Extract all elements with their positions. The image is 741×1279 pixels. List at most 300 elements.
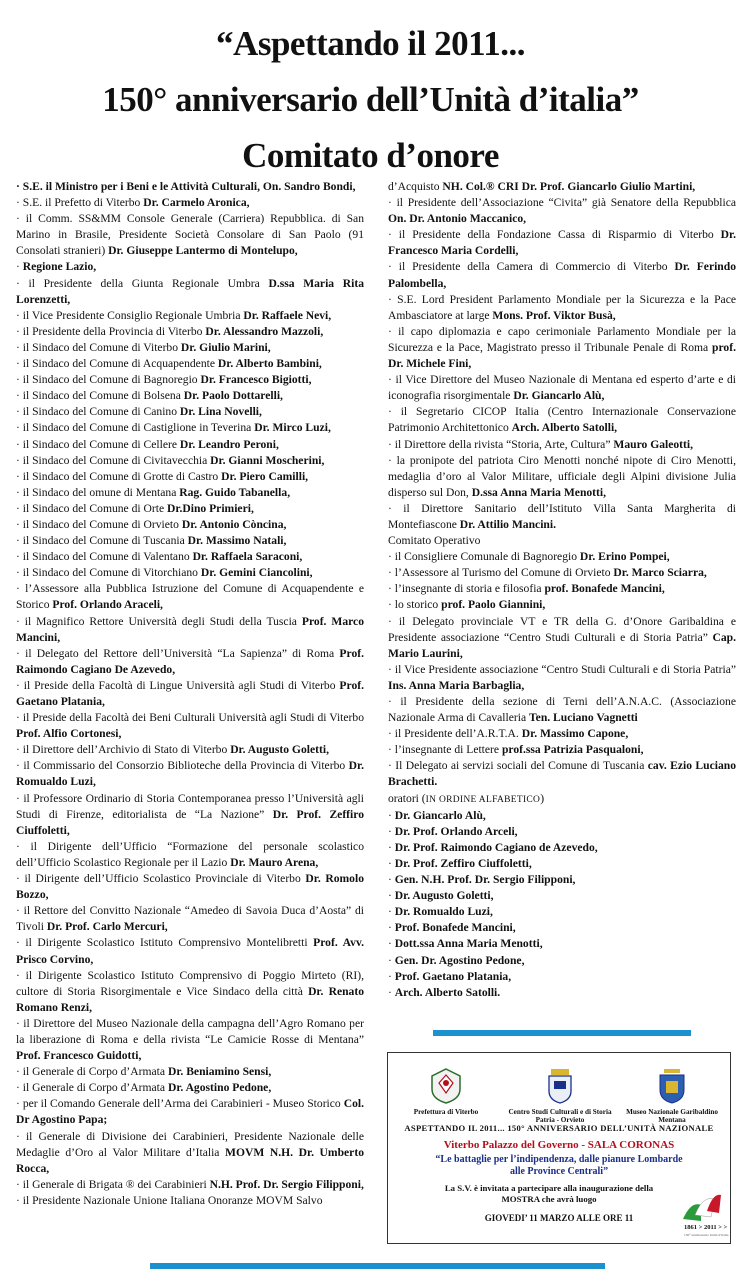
entry-role: · [16, 260, 23, 274]
entry-role: · [388, 921, 395, 935]
entry-punctuation: , [160, 598, 163, 612]
entry-role: · il Preside della Facoltà dei Beni Culturali Università agli Studi di Viterbo [16, 711, 364, 725]
entry-name: N.H. Prof. Dr. Sergio Filipponi [209, 1177, 361, 1191]
logo-prefettura [391, 1067, 501, 1116]
committee-entry [388, 888, 736, 904]
committee-entry [16, 758, 364, 790]
entry-punctuation: , [90, 952, 94, 966]
committee-entry [388, 969, 736, 985]
entry-punctuation: , [321, 453, 325, 467]
entry-name: Dr. Giulio Marini [180, 340, 268, 354]
committee-entry [388, 824, 736, 840]
committee-entry [16, 1096, 364, 1128]
entry-role: · il Sindaco del omune di Mentana [16, 485, 180, 499]
entry-punctuation: , [612, 308, 616, 322]
entry-name: D.ssa Anna Maria Menotti [471, 485, 604, 499]
committee-entry [16, 179, 364, 195]
entry-punctuation: , [614, 421, 618, 435]
entry-name: Dr. Mauro Arena [230, 855, 316, 869]
entry-punctuation: , [523, 212, 527, 226]
committee-entry [388, 872, 736, 888]
entry-name: Dr. Marco Sciarra [613, 566, 704, 580]
entry-name: Prof. Marco Mancini [16, 614, 364, 644]
entry-role: · il Sindaco del Comune di Tuscania [16, 534, 188, 548]
entry-name: D.ssa Maria Rita Lorenzetti [16, 276, 365, 306]
entry-role: · il Sindaco del Comune di Bagnoregio [16, 373, 201, 387]
committee-entry [16, 871, 364, 903]
committee-entry [388, 565, 736, 581]
right-column [388, 179, 736, 1001]
entry-name: Dott.ssa Anna Maria Menotti [394, 937, 540, 951]
entry-punctuation: , [46, 1161, 50, 1175]
entry-role: d’Acquisto [388, 180, 443, 193]
entry-role: · il Direttore dell’Archivio di Stato di Viterbo [16, 743, 231, 757]
committee-entry [388, 920, 736, 936]
entry-role: · il Presidente della Fondazione Cassa di Risparmio di Viterbo [388, 228, 721, 242]
entry-punctuation: , [603, 485, 607, 499]
entry-note: IN ORDINE ALFABETICO [425, 794, 541, 805]
entry-name: Dr. Giancarlo Alù [394, 808, 483, 822]
entry-role: · il Sindaco del Comune di Cellere [16, 437, 180, 451]
committee-entry [388, 726, 736, 742]
committee-entry [16, 388, 364, 404]
entry-punctuation: , [572, 873, 576, 887]
logo-1-label: Prefettura di Viterbo [413, 1108, 479, 1116]
entry-name: Dr. Renato Romano Renzi [16, 984, 365, 1014]
entry-name: Dr. Francesco Maria Cordelli [388, 228, 736, 258]
entry-name: Dr. Leandro Peroni [179, 437, 276, 451]
committee-entry [16, 324, 364, 340]
entry-role: · il Sindaco del Comune di Civitavecchia [16, 453, 211, 467]
entry-role: · il Generale di Divisione dei Carabinieri, Presidente Nazionale delle Medaglie d’Oro al Valor Militare d’Italia [16, 1129, 364, 1159]
entry-role: · l’Assessore al Turismo del Comune di Orvieto [388, 566, 614, 580]
crest-icon [546, 1067, 574, 1105]
entry-name: Dr. Agostino Pedone [167, 1081, 269, 1095]
entry-name: Dr. Alberto Bambini [217, 357, 319, 371]
entry-name: Ins. Anna Maria Barbaglia [388, 678, 522, 692]
committee-entry [388, 549, 736, 565]
committee-entry [388, 694, 736, 726]
invitation-card [387, 1052, 731, 1244]
entry-role: · il Sindaco del Comune di Grotte di Castro [16, 469, 222, 483]
entry-role: · il Dirigente Scolastico Istituto Comprensivo Montelibretti [16, 936, 314, 950]
entry-role: · [388, 873, 395, 887]
committee-entry [16, 1080, 364, 1096]
entry-punctuation: , [275, 437, 279, 451]
entry-role: · la pronipote del patriota Ciro Menotti nonché nipote di Ciro Menotti, medaglia d’oro al Valor Militare, ufficiale degli Alpini divisione Julia disperso sul Don, [388, 453, 736, 499]
entry-role: · il Presidente della sezione di Terni dell’A.N.A.C. (Associazione Nazionale Arma di Cavalleria [388, 695, 736, 725]
committee-entry [388, 179, 736, 195]
entry-punctuation: , [594, 840, 598, 854]
committee-entry [16, 501, 364, 517]
entry-name: Dr. Attilio Mancini [459, 517, 554, 531]
entry-role: · il Sindaco del Comune di Canino [16, 405, 180, 419]
entry-punctuation: , [514, 824, 518, 838]
entry-punctuation: , [490, 905, 493, 919]
entry-punctuation: , [294, 244, 298, 258]
committee-entry [16, 485, 364, 501]
committee-entry [16, 742, 364, 758]
committee-entry [16, 356, 364, 372]
entry-name: Dr. Giancarlo Alù [513, 389, 602, 403]
entry-name: Dr. Massimo Natali [187, 534, 284, 548]
committee-entry [388, 453, 736, 501]
entry-role: · il Sindaco del Comune di Castiglione in Teverina [16, 421, 255, 435]
entry-role: · [388, 953, 395, 967]
committee-entry [16, 968, 364, 1016]
entry-punctuation: . [553, 517, 556, 531]
entry-name: MOVM N.H. Dr. Umberto Rocca [16, 1145, 364, 1175]
entry-punctuation: , [360, 1177, 364, 1191]
entry-punctuation: , [283, 534, 287, 548]
entry-punctuation: , [703, 566, 707, 580]
committee-entry [388, 904, 736, 920]
entry-role: · il Dirigente dell’Ufficio Scolastico Provinciale di Viterbo [16, 872, 306, 886]
committee-entry [16, 678, 364, 710]
entry-punctuation: , [308, 373, 312, 387]
entry-role: · il Generale di Brigata ® dei Carabinieri [16, 1177, 210, 1191]
entry-name: Prof. Bonafede Mancini [394, 921, 513, 935]
entry-role: · il Vice Presidente Consiglio Regionale Umbria [16, 308, 244, 322]
entry-role: · [388, 889, 395, 903]
entry-punctuation: , [327, 421, 331, 435]
entry-punctuation: , [692, 180, 696, 193]
entry-name: Dr. Carmelo Aronica [143, 196, 247, 210]
entry-role: · l’Assessore alla Pubblica Istruzione del Comune di Acquapendente e Storico [16, 582, 364, 612]
entry-name: Ten. Luciano Vagnetti [529, 711, 638, 725]
entry-name: Dr. Gemini Ciancolini [200, 566, 310, 580]
committee-entry [16, 791, 364, 839]
entry-punctuation: , [352, 180, 356, 193]
committee-entry [388, 840, 736, 856]
entry-punctuation: , [326, 743, 329, 757]
entry-role: · il Direttore del Museo Nazionale della campagna dell’Agro Romano per la liberazione di Roma e della rivista “Le Camicie Rosse di Mentana” [16, 1016, 364, 1046]
entry-punctuation: . [434, 775, 438, 789]
committee-entry [16, 1129, 364, 1177]
entry-name: Dr. Prof. Orlando Arceli [394, 824, 515, 838]
entry-punctuation: , [309, 566, 313, 580]
entry-name: Dr.Dino Primieri [167, 501, 251, 515]
entry-name: prof. Bonafede Mancini [544, 582, 662, 596]
entry-name: Dr. Giuseppe Lantermo di Montelupo [108, 244, 295, 258]
entry-role: · il Comm. SS&MM Console Generale (Carriera) Repubblica. di San Marino in Brasile, Presidente Società Consolare di San Paolo (91 Consolati stranieri) [16, 212, 364, 258]
entry-punctuation: , [89, 1000, 93, 1014]
entry-name: Mons. Prof. Viktor Busà [492, 308, 613, 322]
entry-role: · il Sindaco del Comune di Valentano [16, 550, 193, 564]
entry-punctuation: , [305, 469, 309, 483]
entry-role: · [388, 824, 395, 838]
entry-punctuation: , [93, 260, 97, 274]
committee-entry [16, 195, 364, 211]
entry-role: · il Delegato del Rettore dell’Università “La Sapienza” di Roma [16, 646, 340, 660]
entry-role: · [388, 808, 395, 822]
committee-entry [388, 227, 736, 259]
committee-entry [388, 791, 736, 808]
entry-role: · S.E. il Ministro per i Beni e le Attività Culturali, [16, 180, 263, 193]
entry-name: On. Dr. Antonio Maccanico [388, 212, 524, 226]
entry-role: · il Sindaco del Comune di Bolsena [16, 389, 184, 403]
invitation-heading: ASPETTANDO IL 2011... 150° ANNIVERSARIO DELL’UNITÀ NAZIONALE [404, 1123, 714, 1133]
committee-entry [388, 742, 736, 758]
entry-name: Dr. Lina Novelli [179, 405, 260, 419]
decorative-rule-bottom [150, 1263, 605, 1269]
committee-entry [16, 517, 364, 533]
emblem-icon [429, 1067, 463, 1105]
entry-role: · [388, 969, 395, 983]
committee-entry [16, 469, 364, 485]
entry-punctuation: , [259, 405, 262, 419]
entry-name: Dr. Romualdo Luzi [16, 759, 364, 789]
committee-entry [16, 565, 364, 581]
entry-role: · S.E. Lord President Parlamento Mondiale per la Sicurezza e la Pace Ambasciatore at large [388, 292, 736, 322]
committee-entry [16, 533, 364, 549]
left-column [16, 179, 364, 1209]
entry-role: · il Sindaco del Comune di Vitorchiano [16, 566, 201, 580]
entry-punctuation: , [268, 1065, 272, 1079]
entry-punctuation: , [528, 856, 532, 870]
committee-entry [388, 936, 736, 952]
entry-name: Mauro Galeotti [613, 437, 691, 451]
entry-name: Gen. N.H. Prof. Dr. Sergio Filipponi [394, 873, 573, 887]
entry-role: · l’insegnante di storia e filosofia [388, 582, 545, 596]
entry-punctuation: , [57, 630, 61, 644]
entry-role: · il Presidente dell’Associazione “Civita” già Senatore della Repubblica [388, 196, 736, 210]
logo-museo-garibaldino [617, 1067, 727, 1125]
committee-entry [16, 710, 364, 742]
page-title-line-3: Comitato d’onore [242, 136, 499, 175]
committee-entry [16, 276, 364, 308]
committee-entry [16, 1016, 364, 1064]
entry-punctuation: , [299, 550, 303, 564]
entry-name: Dr. Romualdo Luzi [394, 905, 491, 919]
entry-punctuation: , [515, 244, 519, 258]
entry-role: · il Generale di Corpo d’Armata [16, 1081, 168, 1095]
committee-entry [388, 292, 736, 324]
committee-entry [388, 533, 736, 549]
entry-role: · il Dirigente Scolastico Istituto Comprensivo di Poggio Mirteto (RI), cultore di Storia Risorgimentale e Vice Sindaco della città [16, 968, 364, 998]
entry-role: · per il Comando Generale dell’Arma dei Carabinieri - Museo Storico [16, 1097, 344, 1111]
entry-role: · il Delegato provinciale VT e TR della G. d’Onore Garibaldina e Presidente associazione “Centro Studi Culturali e di Storia Patria” [388, 614, 736, 644]
entry-name: Dr. Ferindo Palombella [388, 260, 736, 290]
entry-punctuation: ; [103, 1113, 108, 1127]
invitation-venue: Viterbo Palazzo del Governo - SALA CORONAS [443, 1139, 675, 1151]
entry-role: · il Presidente dell’A.R.T.A. [388, 727, 522, 741]
entry-name: Dr. Paolo Dottarelli [183, 389, 281, 403]
entry-name: Regione Lazio [22, 260, 94, 274]
committee-entry [16, 372, 364, 388]
entry-role: · il Presidente della Provincia di Viterbo [16, 324, 206, 338]
entry-name: Prof. Avv. Prisco Corvino [16, 936, 364, 966]
entry-name: On. Sandro Bondi [262, 180, 353, 193]
entry-name: Prof. Gaetano Platania [394, 969, 509, 983]
committee-entry [16, 935, 364, 967]
entry-role: · il Presidente della Giunta Regionale Umbra [16, 276, 269, 290]
anniversary-sublabel: 150° anniversario Unità d’Italia [684, 1233, 729, 1237]
entry-name: Dr. Erino Pompei [579, 550, 667, 564]
committee-entry [16, 437, 364, 453]
committee-entry [388, 437, 736, 453]
logo-3-label: Museo Nazionale Garibaldino Mentana [626, 1108, 718, 1125]
logo-2-label: Centro Studi Culturali e di Storia Patria - Orvieto [508, 1108, 612, 1125]
flag-icon [681, 1191, 721, 1223]
entry-punctuation: , [280, 389, 283, 403]
committee-entry [16, 308, 364, 324]
entry-punctuation: ) [540, 791, 545, 805]
entry-role: · Il Delegato ai servizi sociali del Comune di Tuscania [388, 759, 648, 773]
entry-name: Dr. Romolo Bozzo [16, 872, 364, 902]
entry-punctuation: , [521, 678, 525, 692]
entry-name: Dr. Beniamino Sensi [167, 1065, 269, 1079]
committee-entry [16, 453, 364, 469]
entry-name: Arch. Alberto Satolli [511, 421, 615, 435]
entry-role: · [388, 937, 395, 951]
entry-role: · il Preside della Facoltà di Lingue Università agli Studi di Viterbo [16, 678, 340, 692]
committee-entry [16, 581, 364, 613]
invitation-subtitle: “Le battaglie per l’indipendenza, dalle pianure Lombarde alle Province Centrali” [435, 1154, 683, 1177]
entry-role: · il Segretario CICOP Italia (Centro Internazionale Conservazione Patrimonio Architettonico [388, 405, 736, 435]
entry-punctuation: , [118, 727, 122, 741]
entry-punctuation: , [601, 389, 605, 403]
committee-entry [388, 953, 736, 969]
entry-punctuation: , [315, 855, 319, 869]
invitation-text: La S.V. è invitata a partecipare alla inaugurazione della MOSTRA che avrà luogo [444, 1183, 654, 1204]
logo-centro-studi [505, 1067, 615, 1125]
entry-role: · il Sindaco del Comune di Orte [16, 501, 168, 515]
entry-name: Dr. Raffaela Saraconi [192, 550, 300, 564]
entry-punctuation: , [468, 357, 472, 371]
entry-punctuation: , [45, 888, 49, 902]
entry-punctuation: , [172, 662, 176, 676]
entry-role: · il Consigliere Comunale di Bagnoregio [388, 550, 580, 564]
entry-name: Dr. Prof. Carlo Mercuri [46, 920, 165, 934]
entry-role: · il Vice Presidente associazione “Centro Studi Culturali e di Storia Patria” [388, 662, 736, 676]
entry-role: · il capo diplomazia e capo cerimoniale Parlamento Mondiale per la Sicurezza e la Pace, Magistrato presso il Tribunale Penale di Roma [388, 324, 736, 354]
entry-punctuation: , [283, 517, 287, 531]
entry-punctuation: , [690, 437, 694, 451]
entry-punctuation: , [164, 920, 168, 934]
committee-entry [16, 839, 364, 871]
anniversary-label: 1861 > 2011 > > [684, 1224, 728, 1231]
entry-punctuation: , [267, 340, 271, 354]
committee-entry [388, 985, 736, 1001]
shield-icon [657, 1067, 687, 1105]
entry-name: Dr. Augusto Goletti [230, 743, 327, 757]
invitation-date: GIOVEDI’ 11 MARZO ALLE ORE 11 [484, 1213, 634, 1223]
entry-name: Dr. Augusto Goletti [394, 889, 491, 903]
entry-role: Comitato Operativo [388, 534, 481, 548]
entry-name: Prof. Gaetano Platania [16, 678, 364, 708]
entry-name: Gen. Dr. Agostino Pedone [394, 953, 522, 967]
entry-role: · il Commissario del Consorzio Biblioteche della Provincia di Viterbo [16, 759, 349, 773]
entry-punctuation: , [318, 357, 322, 371]
entry-role: · [388, 840, 395, 854]
entry-punctuation: , [66, 823, 70, 837]
entry-role: · [388, 905, 395, 919]
entry-punctuation: , [67, 292, 71, 306]
entry-name: Dr. Prof. Zeffiro Ciuffoletti [394, 856, 529, 870]
entry-punctuation: , [320, 324, 324, 338]
committee-entry [16, 1064, 364, 1080]
entry-name: Prof. Alfio Cortonesi [16, 727, 119, 741]
entry-role: · il Generale di Corpo d’Armata [16, 1065, 168, 1079]
page-title-line-1: “Aspettando il 2011... [216, 24, 525, 63]
entry-punctuation: , [459, 646, 463, 660]
entry-name: Dr. Prof. Zeffiro Ciuffoletti [16, 807, 364, 837]
entry-role: · il Professore Ordinario di Storia Contemporanea presso l’Università agli Studi di Firenze, editorialista de “La Nazione” [16, 791, 364, 821]
committee-entry [16, 549, 364, 565]
committee-entry [388, 324, 736, 372]
committee-entry [16, 211, 364, 259]
entry-punctuation: , [512, 921, 516, 935]
decorative-rule-top [433, 1030, 691, 1036]
entry-punctuation: , [542, 598, 546, 612]
committee-entry [388, 501, 736, 533]
entry-punctuation: , [666, 550, 670, 564]
entry-punctuation: , [508, 969, 512, 983]
entry-role: · il Presidente della Camera di Commercio di Viterbo [388, 260, 675, 274]
committee-entry [388, 614, 736, 662]
entry-punctuation: , [482, 808, 486, 822]
entry-name: Rag. Guido Tabanella [179, 485, 288, 499]
committee-entry [16, 1177, 364, 1193]
entry-punctuation: , [246, 196, 250, 210]
committee-entry [388, 195, 736, 227]
entry-role: · il Dirigente dell’Ufficio “Formazione del personale scolastico dell’Ufficio Scolastico Regionale per il Lazio [16, 839, 364, 869]
entry-name: Prof. Francesco Guidotti [16, 1049, 139, 1063]
entry-name: Col. Dr Agostino Papa [16, 1097, 364, 1127]
entry-role: · l’insegnante di Lettere [388, 743, 502, 757]
entry-name: cav. Ezio Luciano Brachetti [388, 759, 736, 789]
entry-name: Dr. Alessandro Mazzoli [205, 324, 321, 338]
committee-entry [16, 903, 364, 935]
entry-punctuation: . [497, 985, 501, 999]
committee-entry [16, 646, 364, 678]
entry-role: · il Rettore del Convitto Nazionale “Amedeo di Savoia Duca d’Aosta” di Tivoli [16, 904, 364, 934]
entry-role: · il Sindaco del Comune di Viterbo [16, 340, 181, 354]
entry-name: Cap. Mario Laurini [388, 630, 736, 660]
entry-role: · lo storico [388, 598, 442, 612]
entry-name: Dr. Antonio Còncina [181, 517, 284, 531]
entry-punctuation: , [102, 695, 105, 708]
entry-role: · il Sindaco del Comune di Acquapendente [16, 357, 218, 371]
entry-punctuation: , [640, 743, 644, 757]
entry-role: · il Vice Direttore del Museo Nazionale di Mentana ed esperto d’arte e di iconografia risorgimentale [388, 373, 736, 403]
entry-punctuation: , [138, 1049, 142, 1063]
entry-name: Dr. Raffaele Nevi [243, 308, 329, 322]
committee-entry [388, 259, 736, 291]
entry-punctuation: , [250, 501, 254, 515]
entry-role: · il Direttore della rivista “Storia, Arte, Cultura” [388, 437, 614, 451]
entry-punctuation: , [521, 953, 525, 967]
entry-punctuation: , [539, 937, 543, 951]
committee-entry [388, 404, 736, 436]
entry-name: Arch. Alberto Satolli [394, 985, 498, 999]
entry-name: Dr. Prof. Raimondo Cagiano de Azevedo [394, 840, 595, 854]
entry-name: Dr. Piero Camilli [221, 469, 306, 483]
committee-entry [388, 856, 736, 872]
entry-name: Dr. Massimo Capone [521, 727, 626, 741]
entry-name: Prof. Orlando Araceli [52, 598, 161, 612]
entry-name: Dr. Gianni Moscherini [210, 453, 322, 467]
committee-entry [16, 1193, 364, 1209]
entry-punctuation: , [490, 889, 494, 903]
entry-name: Dr. Mirco Luzi [254, 421, 328, 435]
committee-entry [388, 808, 736, 824]
entry-punctuation: , [92, 775, 96, 789]
entry-name: Prof. Raimondo Cagiano De Azevedo [16, 646, 364, 676]
committee-entry [388, 758, 736, 790]
entry-role: · S.E. il Prefetto di Viterbo [16, 196, 144, 210]
